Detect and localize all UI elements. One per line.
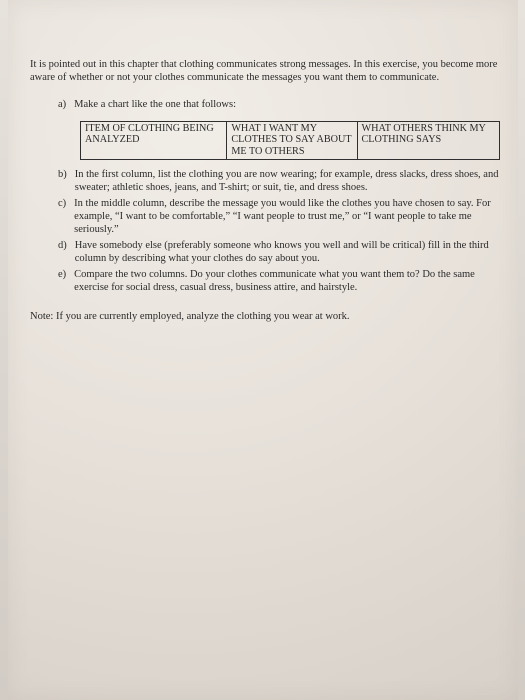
chart-header-desired-message-column: WHAT I WANT MY CLOTHES TO SAY ABOUT ME TO OTHERS: [227, 122, 357, 160]
step-b-text: In the first column, list the clothing you are now wearing; for example, dress slacks, dress shoes, and sweater; athletic shoes, jeans, and T-shirt; or suit, tie, and dress shoes.: [74, 169, 499, 194]
chart-header-item-column: ITEM OF CLOTHING BEING ANALYZED: [81, 122, 227, 160]
chart-header-row: [81, 122, 500, 160]
step-b-marker: b): [58, 169, 67, 181]
steps-list: [58, 168, 502, 294]
intro-paragraph: It is pointed out in this chapter that clothing communicates strong messages. In this exercise, you become more aware of whether or not your clothes communicate the messages you want them to communicate.: [30, 59, 498, 84]
paper-sheet: [8, 0, 518, 700]
step-c-marker: c): [58, 198, 67, 210]
step-b: [58, 168, 502, 194]
document-content: [30, 58, 502, 334]
step-c-text: In the middle column, describe the message you would like the clothes you have chosen to say. For example, “I want to be comfortable,” “I want people to trust me,” or “I want people to take me seriously.”: [74, 198, 491, 236]
step-d-text: Have somebody else (preferably someone who knows you well and will be critical) fill in the third column by describing what your clothes do say about you.: [74, 240, 489, 265]
step-d-marker: d): [58, 240, 67, 252]
instruction-a-marker: a): [58, 99, 67, 111]
step-e-text: Compare the two columns. Do your clothes communicate what you want them to? Do the same exercise for social dress, casual dress, business attire, and hairstyle.: [74, 269, 475, 294]
note-paragraph: Note: If you are currently employed, analyze the clothing you wear at work.: [30, 311, 350, 323]
step-d: [58, 239, 502, 265]
step-e-marker: e): [58, 269, 67, 281]
instruction-a: [58, 98, 502, 111]
clothing-chart-table: [80, 121, 500, 160]
step-c: [58, 197, 502, 236]
step-e: [58, 268, 502, 294]
instruction-a-text: Make a chart like the one that follows:: [74, 99, 236, 111]
chart-header-others-think-column: WHAT OTHERS THINK MY CLOTHING SAYS: [357, 122, 500, 160]
